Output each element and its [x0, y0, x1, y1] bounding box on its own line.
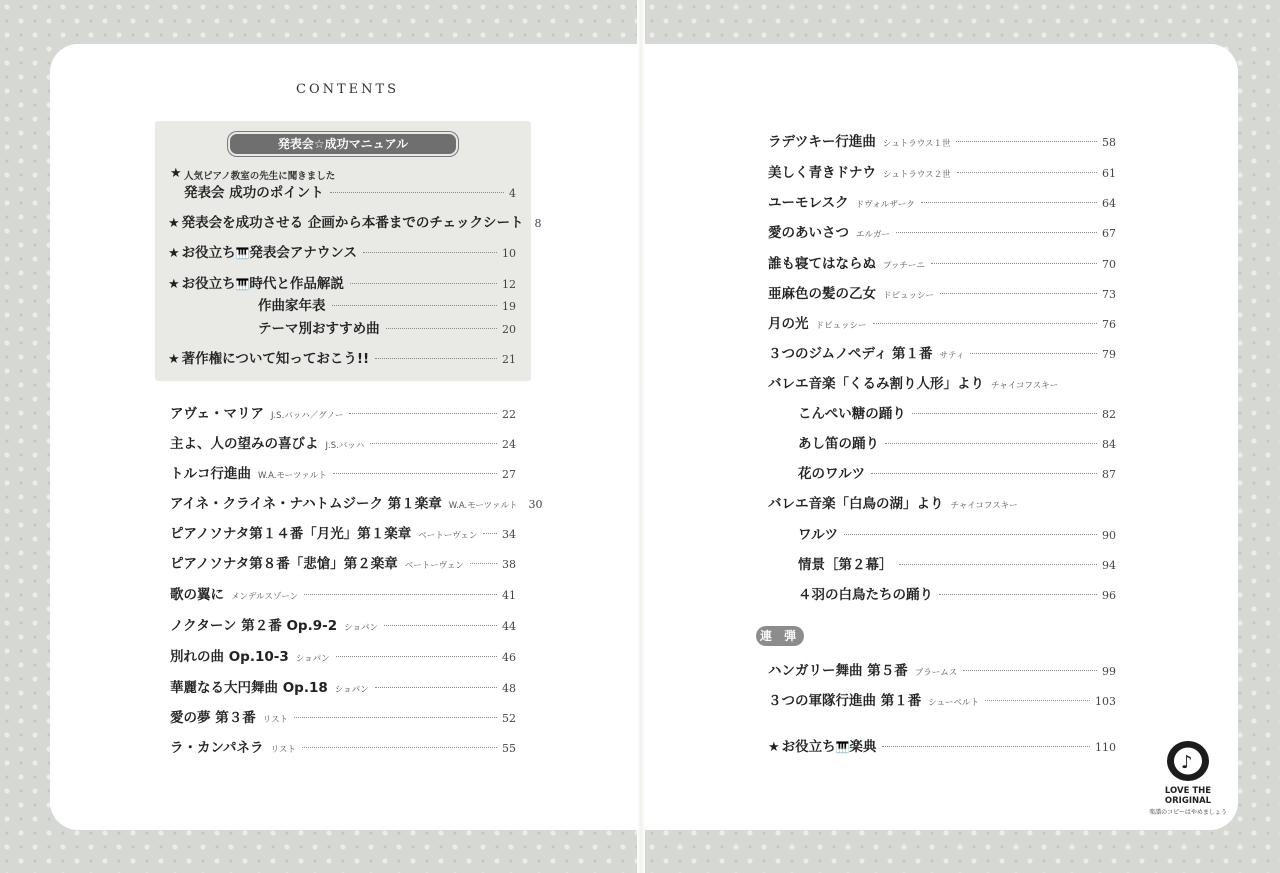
entry-title: ピアノソナタ第８番「悲愴」第２楽章	[170, 556, 398, 572]
leader-dots	[985, 700, 1090, 701]
piano-icon: 🎹	[235, 278, 250, 291]
entry-title-2: 発表会アナウンス	[249, 245, 357, 261]
entry-title: あし笛の踊り	[798, 436, 879, 452]
piano-icon: 🎹	[835, 741, 850, 754]
entry-page: 99	[1102, 665, 1116, 678]
entry-page: 67	[1102, 227, 1116, 240]
entry-page: 20	[502, 323, 516, 336]
entry-title: 華麗なる大円舞曲 Op.18	[170, 680, 328, 696]
leader-dots	[940, 293, 1097, 294]
leader-dots	[873, 323, 1097, 324]
toc-entry[interactable]	[170, 645, 516, 665]
toc-entry[interactable]	[768, 312, 1116, 332]
entry-page: 58	[1102, 136, 1116, 149]
entry-composer: ショパン	[344, 623, 378, 633]
leader-dots	[304, 594, 497, 595]
entry-composer: シュトラウス１世	[882, 139, 951, 149]
toc-entry[interactable]	[170, 614, 516, 634]
entry-title: 月の光	[768, 316, 809, 332]
entry-title: 著作権について知っておこう!!	[181, 351, 370, 367]
toc-entry[interactable]	[798, 523, 1116, 543]
leader-dots	[330, 192, 504, 193]
leader-dots	[483, 533, 497, 534]
leader-dots	[375, 358, 497, 359]
toc-entry[interactable]	[170, 676, 516, 696]
toc-entry[interactable]	[170, 462, 516, 482]
toc-entry[interactable]	[170, 492, 543, 512]
entry-title: ４羽の白鳥たちの踊り	[798, 587, 933, 603]
entry-composer: サティ	[939, 351, 965, 361]
entry-title: ３つの軍隊行進曲 第１番	[768, 693, 922, 709]
toc-entry[interactable]	[768, 252, 1116, 272]
entry-title: お役立ち	[181, 245, 236, 261]
toc-entry[interactable]	[768, 191, 1116, 211]
leader-dots	[350, 283, 497, 284]
toc-entry[interactable]	[170, 736, 516, 756]
piano-icon: 🎹	[235, 247, 250, 260]
entry-composer: チャイコフスキー	[991, 381, 1059, 391]
entry-title: お役立ち	[181, 276, 236, 292]
entry-title: 発表会 成功のポイント	[184, 185, 324, 201]
leader-dots	[885, 443, 1097, 444]
leader-dots	[363, 252, 497, 253]
toc-entry[interactable]	[768, 342, 1116, 362]
entry-title: 花のワルツ	[798, 466, 866, 482]
star-icon: ★	[170, 166, 182, 181]
manual-item-7[interactable]	[168, 347, 516, 367]
leader-dots	[349, 413, 497, 414]
entry-title: こんぺい糖の踊り	[798, 406, 906, 422]
entry-page: 87	[1102, 468, 1116, 481]
entry-page: 84	[1102, 438, 1116, 451]
entry-composer: ドビュッシー	[883, 291, 935, 301]
entry-title: 亜麻色の髪の乙女	[768, 286, 876, 302]
toc-entry[interactable]	[170, 706, 516, 726]
leader-dots	[896, 232, 1097, 233]
entry-page: 22	[502, 408, 516, 421]
entry-page: 10	[502, 247, 516, 260]
leader-dots	[375, 687, 497, 688]
entry-page: 12	[502, 278, 516, 291]
entry-page: 64	[1102, 197, 1116, 210]
entry-page: 41	[502, 589, 516, 602]
entry-page: 110	[1095, 741, 1116, 754]
entry-title: アイネ・クライネ・ナハトムジーク 第１楽章	[170, 496, 442, 512]
manual-title: 発表会☆成功マニュアル	[230, 134, 456, 154]
entry-composer: ショパン	[295, 654, 330, 664]
leader-dots	[470, 563, 497, 564]
leader-dots	[336, 656, 497, 657]
entry-page: 55	[502, 742, 516, 755]
entry-page: 19	[502, 300, 516, 313]
entry-composer: ショパン	[334, 685, 369, 695]
leader-dots	[370, 443, 497, 444]
leader-dots	[939, 594, 1097, 595]
entry-page: 27	[502, 468, 516, 481]
entry-title: 作曲家年表	[258, 298, 326, 314]
entry-title: ワルツ	[798, 527, 839, 543]
toc-entry[interactable]	[768, 282, 1116, 302]
entry-composer: シュトラウス２世	[883, 170, 951, 180]
entry-page: 94	[1102, 559, 1116, 572]
svg-text:♪: ♪	[1181, 752, 1193, 773]
leader-dots	[294, 717, 497, 718]
leader-dots	[970, 353, 1097, 354]
toc-entry[interactable]	[768, 221, 1116, 241]
entry-page: 90	[1102, 529, 1116, 542]
entry-title: テーマ別おすすめ曲	[258, 321, 380, 337]
leader-dots	[871, 473, 1097, 474]
entry-title: 歌の翼に	[170, 587, 224, 603]
entry-composer: W.A.モーツァルト	[448, 501, 518, 511]
leader-dots	[882, 746, 1090, 747]
contents-heading: CONTENTS	[296, 82, 400, 97]
entry-title: お役立ち	[781, 739, 836, 755]
entry-page: 30	[528, 498, 543, 511]
entry-page: 48	[502, 682, 516, 695]
page-gutter	[637, 0, 645, 873]
entry-title: バレエ音楽「くるみ割り人形」より	[768, 376, 984, 392]
toc-entry[interactable]	[768, 659, 1116, 679]
entry-title: ノクターン 第２番 Op.9-2	[170, 618, 338, 634]
entry-page: 44	[502, 620, 516, 633]
leader-dots	[333, 473, 497, 474]
entry-title: トルコ行進曲	[170, 466, 251, 482]
entry-title: 美しく青きドナウ	[768, 165, 876, 181]
toc-group-heading	[768, 492, 1116, 512]
entry-page: 34	[502, 528, 516, 541]
entry-composer: ドビュッシー	[815, 321, 867, 331]
entry-title: ３つのジムノペディ 第１番	[768, 346, 933, 362]
entry-title: アヴェ・マリア	[170, 406, 264, 422]
entry-composer: J.S.バッハ	[325, 441, 365, 451]
entry-page: 96	[1102, 589, 1116, 602]
entry-title: ハンガリー舞曲 第５番	[768, 663, 908, 679]
entry-title: ピアノソナタ第１４番「月光」第１楽章	[170, 526, 412, 542]
leader-dots	[956, 141, 1097, 142]
entry-composer: ベートーヴェン	[404, 561, 464, 571]
love-the-original-logo	[1142, 738, 1234, 816]
manual-item-1[interactable]	[184, 181, 516, 201]
toc-entry[interactable]	[170, 583, 516, 603]
entry-title: 愛のあいさつ	[768, 225, 849, 241]
entry-title: ラ・カンパネラ	[170, 740, 264, 756]
entry-composer: リスト	[270, 745, 296, 755]
entry-page: 61	[1102, 167, 1116, 180]
entry-title-2: 時代と作品解説	[249, 276, 344, 292]
leader-dots	[931, 263, 1097, 264]
entry-title: ラデツキー行進曲	[768, 134, 876, 150]
entry-composer: エルガー	[856, 230, 891, 240]
logo-line-2: 楽譜のコピーはやめましょう	[1149, 809, 1227, 816]
leader-dots	[302, 747, 497, 748]
manual-item-3[interactable]	[168, 241, 516, 261]
entry-composer: プッチーニ	[883, 261, 925, 271]
entry-page: 38	[502, 558, 516, 571]
music-note-icon	[1164, 738, 1212, 784]
leader-dots	[899, 564, 1098, 565]
entry-page: 24	[502, 438, 516, 451]
toc-entry[interactable]	[768, 161, 1116, 181]
entry-composer: W.A.モーツァルト	[258, 471, 327, 481]
entry-title: 主よ、人の望みの喜びよ	[170, 436, 319, 452]
star-icon: ★	[768, 740, 780, 755]
entry-page: 21	[502, 353, 516, 366]
toc-entry[interactable]	[768, 130, 1116, 150]
leader-dots	[963, 670, 1097, 671]
entry-page: 46	[502, 651, 516, 664]
entry-composer: ベートーヴェン	[418, 531, 478, 541]
manual-item-6[interactable]	[258, 317, 516, 337]
toc-entry[interactable]	[798, 583, 1116, 603]
toc-entry[interactable]	[798, 462, 1116, 482]
entry-title: 愛の夢 第３番	[170, 710, 256, 726]
logo-line-1: LOVE THE ORIGINAL	[1164, 786, 1212, 806]
entry-title: ユーモレスク	[768, 195, 849, 211]
appendix-entry[interactable]	[768, 735, 1116, 755]
entry-page: 4	[509, 187, 516, 200]
entry-page: 73	[1102, 288, 1116, 301]
entry-composer: リスト	[262, 715, 289, 725]
star-icon: ★	[168, 277, 180, 292]
leader-dots	[386, 328, 497, 329]
toc-entry[interactable]	[798, 553, 1116, 573]
manual-item-4[interactable]	[168, 272, 516, 292]
duet-label: 連 弾	[756, 626, 804, 646]
toc-entry[interactable]	[170, 432, 516, 452]
star-icon: ★	[168, 216, 180, 231]
entry-title: 発表会を成功させる 企画から本番までのチェックシート	[181, 215, 524, 231]
manual-item-2[interactable]	[168, 211, 542, 231]
leader-dots	[844, 534, 1097, 535]
entry-title: 誰も寝てはならぬ	[768, 256, 876, 272]
toc-entry[interactable]	[170, 402, 516, 422]
toc-entry[interactable]	[798, 432, 1116, 452]
entry-page: 70	[1102, 258, 1116, 271]
entry-page: 82	[1102, 408, 1116, 421]
entry-title: 情景［第２幕］	[798, 557, 893, 573]
toc-entry[interactable]	[798, 402, 1116, 422]
entry-composer: J.S.バッハ／グノー	[270, 411, 344, 421]
toc-group-heading	[768, 372, 1116, 392]
leader-dots	[957, 172, 1097, 173]
toc-entry[interactable]	[170, 552, 516, 572]
leader-dots	[384, 625, 497, 626]
entry-page: 52	[502, 712, 516, 725]
star-icon: ★	[168, 352, 180, 367]
entry-page: 103	[1095, 695, 1116, 708]
entry-page: 79	[1102, 348, 1116, 361]
leader-dots	[332, 305, 498, 306]
entry-page: 8	[534, 217, 542, 230]
toc-entry[interactable]	[170, 522, 516, 542]
entry-title-2: 楽典	[849, 739, 877, 755]
entry-composer: メンデルスゾーン	[231, 592, 299, 602]
entry-composer: チャイコフスキー	[950, 501, 1018, 511]
entry-composer: ブラームス	[914, 668, 958, 678]
manual-item-5[interactable]	[258, 294, 516, 314]
entry-title: バレエ音楽「白鳥の湖」より	[768, 496, 944, 512]
entry-composer: シューベルト	[928, 698, 980, 708]
entry-title: 別れの曲 Op.10-3	[170, 649, 289, 665]
toc-entry[interactable]	[768, 689, 1116, 709]
star-icon: ★	[168, 246, 180, 261]
leader-dots	[921, 202, 1097, 203]
entry-composer: ドヴォルザーク	[855, 200, 915, 210]
entry-page: 76	[1102, 318, 1116, 331]
leader-dots	[912, 413, 1097, 414]
manual-note: 人気ピアノ教室の先生に聞きました	[184, 171, 336, 182]
